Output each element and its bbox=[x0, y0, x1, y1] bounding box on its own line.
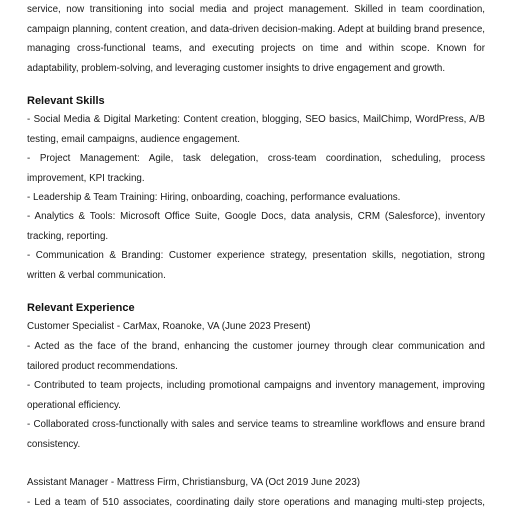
job-bullet-carmax-2: - Contributed to team projects, including promotional campaigns and inventory management, improving operational efficiency. bbox=[27, 380, 485, 411]
skill-item-project-management: - Project Management: Agile, task delegation, cross-team coordination, scheduling, process improvement, KPI tracking. bbox=[27, 153, 485, 184]
job-bullet-carmax-1: - Acted as the face of the brand, enhancing the customer journey through clear communication and tailored product recommendations. bbox=[27, 341, 485, 372]
skills-heading: Relevant Skills bbox=[27, 95, 105, 107]
summary-paragraph: service, now transitioning into social media and project management. Skilled in team coordination, campaign planning, content creation, and data-driven decision-making. Adept at building brand presence, managing cross-functional teams, and executing projects on time and within scope. Known for adaptability, problem-solving, and leveraging customer insights to drive engagement and growth. bbox=[27, 4, 485, 74]
experience-heading: Relevant Experience bbox=[27, 302, 135, 314]
job-title-carmax: Customer Specialist - CarMax, Roanoke, VA (June 2023 Present) bbox=[27, 321, 311, 332]
job-bullet-mattress-firm-1: - Led a team of 510 associates, coordinating daily store operations and managing multi-step projects, bbox=[27, 497, 485, 508]
job-bullet-carmax-3: - Collaborated cross-functionally with sales and service teams to streamline workflows and ensure brand consistency. bbox=[27, 419, 485, 450]
skill-item-social-media: - Social Media & Digital Marketing: Content creation, blogging, SEO basics, MailChimp, WordPress, A/B testing, email campaigns, audience engagement. bbox=[27, 114, 485, 145]
skill-item-communication: - Communication & Branding: Customer experience strategy, presentation skills, negotiation, strong written & verbal communication. bbox=[27, 250, 485, 281]
skill-item-leadership: - Leadership & Team Training: Hiring, onboarding, coaching, performance evaluations. bbox=[27, 192, 401, 203]
job-title-mattress-firm: Assistant Manager - Mattress Firm, Christiansburg, VA (Oct 2019 June 2023) bbox=[27, 477, 361, 488]
skill-item-analytics: - Analytics & Tools: Microsoft Office Suite, Google Docs, data analysis, CRM (Salesforce), inventory tracking, reporting. bbox=[27, 211, 485, 242]
